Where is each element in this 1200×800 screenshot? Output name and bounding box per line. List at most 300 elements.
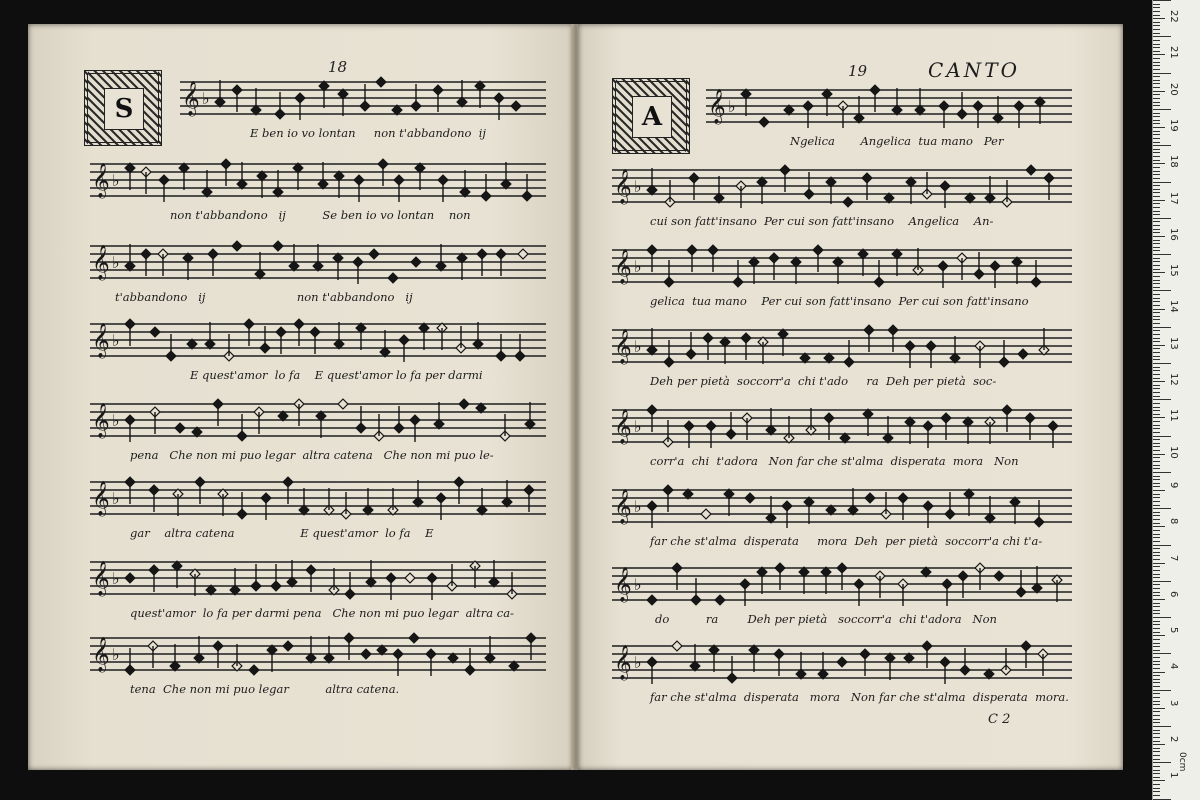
note-icon [459,399,469,409]
ruler-tick [1153,73,1171,74]
ruler-tick [1153,443,1160,444]
note-icon [338,399,348,409]
ruler-tick [1153,236,1165,237]
ruler-tick [1153,171,1160,172]
ruler-tick [1153,58,1160,59]
ruler-tick [1153,646,1160,647]
ruler-tick [1153,163,1165,164]
ruler-tick [1153,682,1160,683]
ruler-tick [1153,534,1160,535]
ruler-tick [1153,189,1160,190]
ruler-tick [1153,733,1160,734]
clef-icon: 𝄞 [614,169,632,204]
ruler-tick [1153,621,1160,622]
ruler-tick [1153,693,1160,694]
ruler-tick [1153,784,1160,785]
flat-sign-icon: ♭ [112,645,120,664]
ruler-number: 19 [1168,118,1179,132]
note-icon [963,417,973,444]
note-icon [993,96,1003,123]
ruler-tick [1153,497,1160,498]
note-icon [329,568,339,595]
note-icon [434,402,444,429]
music-staff [612,164,1072,208]
ruler-tick [1153,766,1160,767]
clef-icon: 𝄞 [92,245,110,280]
note-icon [283,641,293,651]
ruler-tick [1153,185,1160,186]
ruler-number: 7 [1168,554,1179,561]
ruler-tick [1153,18,1165,19]
music-staff [90,158,546,202]
ruler-tick [1153,643,1160,644]
ruler-tick [1153,174,1160,175]
ruler-tick [1153,243,1160,244]
ruler-tick [1153,537,1160,538]
ruler-tick [1153,319,1160,320]
ruler-tick [1153,240,1160,241]
flat-sign-icon: ♭ [634,257,642,276]
ruler-tick [1153,759,1160,760]
ruler-number: 17 [1168,191,1179,205]
note-icon [267,645,277,672]
note-icon [822,89,832,116]
note-icon [833,257,843,284]
ruler-tick [1153,94,1160,95]
signature-mark: C 2 [988,712,1011,727]
ruler-unit-label: 0cm [1177,752,1187,772]
music-staff [90,632,546,676]
ruler-tick [1153,512,1160,513]
ruler-tick [1153,450,1160,451]
note-icon [338,89,348,116]
ruler-tick [1153,134,1160,135]
note-icon [758,337,768,364]
note-icon [409,633,419,643]
ruler-tick [1153,367,1160,368]
ruler-tick [1153,639,1160,640]
flat-sign-icon: ♭ [634,337,642,356]
note-icon [1052,575,1062,602]
ruler-tick [1153,545,1171,546]
lyrics-line: E ben io vo lontan non t'abbandono ij [250,126,486,140]
note-icon [1026,165,1036,175]
ruler-tick [1153,370,1160,371]
music-staff [90,476,546,520]
ruler-tick [1153,530,1160,531]
ruler-tick [1153,661,1160,662]
ruler-tick [1153,566,1160,567]
note-icon [415,163,425,190]
ruler-tick [1153,708,1165,709]
ruler-tick [1153,414,1160,415]
ruler-tick [1153,305,1160,306]
note-icon [380,330,390,357]
note-icon [232,644,242,671]
ruler-tick [1153,381,1165,382]
clef-icon: 𝄞 [614,329,632,364]
ruler-number: 20 [1168,82,1179,96]
ruler-tick [1153,490,1165,491]
music-staff [90,240,546,284]
note-icon [419,323,429,350]
ruler-tick [1153,563,1165,564]
note-icon [405,573,415,583]
ruler-tick [1153,80,1160,81]
flat-sign-icon: ♭ [202,89,210,108]
ruler-tick [1153,298,1160,299]
ruler-tick [1153,280,1160,281]
note-icon [883,416,893,443]
note-icon [865,493,875,503]
ruler-number: 3 [1168,699,1179,707]
ruler-tick [1153,196,1160,197]
ruler-tick [1153,214,1160,215]
note-icon [457,253,467,280]
note-icon [318,162,328,189]
note-icon [237,162,247,189]
ruler-tick [1153,54,1165,55]
ruler-tick [1153,592,1160,593]
ruler-number: 11 [1168,409,1179,423]
music-staff [612,244,1072,288]
ruler-tick [1153,323,1160,324]
note-icon [915,88,925,115]
ruler-tick [1153,142,1160,143]
note-icon [757,177,767,204]
ruler-tick [1153,588,1160,589]
ruler-tick [1153,36,1171,37]
clef-icon: 𝄞 [92,403,110,438]
ruler-tick [1153,229,1160,230]
ruler-tick [1153,403,1160,404]
lyrics-line: do ra Deh per pietà soccorr'a chi t'adora Non [655,612,997,626]
music-staff [90,556,546,600]
music-staff [612,640,1072,684]
note-icon [791,257,801,284]
ruler-tick [1153,91,1165,92]
ruler-tick [1153,454,1165,455]
ruler-tick [1153,505,1160,506]
note-icon [892,249,902,276]
note-icon [741,89,751,116]
note-icon [701,509,711,519]
ruler-tick [1153,770,1160,771]
clef-icon: 𝄞 [614,249,632,284]
ruler-tick [1153,51,1160,52]
note-icon [255,252,265,279]
ruler-tick [1153,726,1171,727]
ruler-tick [1153,486,1160,487]
ruler-tick [1153,7,1160,8]
note-icon [170,644,180,671]
ruler-tick [1153,777,1160,778]
ruler-tick [1153,334,1160,335]
music-staff [612,484,1072,528]
ruler-tick [1153,690,1171,691]
note-icon [313,244,323,271]
ruler-tick [1153,200,1165,201]
note-icon [363,488,373,515]
ruler-tick [1153,479,1160,480]
ruler-tick [1153,744,1165,745]
ruler-tick [1153,385,1160,386]
note-icon [1010,497,1020,524]
ruler-tick [1153,584,1160,585]
ruler-tick [1153,417,1165,418]
flat-sign-icon: ♭ [112,331,120,350]
note-icon [843,197,853,207]
ruler-tick [1153,388,1160,389]
ruler-tick [1153,552,1160,553]
right-initial-letter: A [632,96,672,138]
ruler-tick [1153,265,1160,266]
ruler-tick [1153,439,1160,440]
note-icon [306,636,316,663]
ruler-tick [1153,715,1160,716]
ruler-tick [1153,105,1160,106]
ruler-tick [1153,123,1160,124]
ruler-tick [1153,356,1160,357]
music-staff [612,404,1072,448]
clef-icon: 𝄞 [708,89,726,124]
ruler-tick [1153,312,1160,313]
ruler-tick [1153,741,1160,742]
note-icon [757,567,767,594]
flat-sign-icon: ♭ [112,253,120,272]
note-icon [647,328,657,355]
note-icon [1018,349,1028,359]
ruler-tick [1153,4,1160,5]
note-icon [905,417,915,444]
ruler-tick [1153,378,1160,379]
ruler-tick [1153,341,1160,342]
ruler-tick [1153,287,1160,288]
ruler-tick [1153,338,1160,339]
note-icon [489,560,499,587]
ruler-tick [1153,722,1160,723]
ruler-number: 5 [1168,627,1179,634]
ruler-tick [1153,352,1160,353]
ruler-number: 10 [1168,445,1179,459]
flat-sign-icon: ♭ [634,653,642,672]
lyrics-line: far che st'alma disperata mora Non far che st'alma disperata mora. [650,690,1069,704]
music-staff [180,76,546,120]
note-icon [511,101,521,111]
left-decorated-initial [84,70,162,146]
ruler-tick [1153,22,1160,23]
ruler-tick [1153,11,1160,12]
ruler-tick [1153,788,1160,789]
ruler-tick [1153,697,1160,698]
ruler-tick [1153,15,1160,16]
note-icon [766,408,776,435]
ruler-tick [1153,635,1165,636]
ruler-tick [1153,327,1171,328]
ruler-tick [1153,548,1160,549]
note-icon [324,636,334,663]
ruler-tick [1153,167,1160,168]
ruler-tick [1153,396,1160,397]
ruler-number: 12 [1168,373,1179,386]
left-page-number: 18 [328,58,348,76]
note-icon [194,636,204,663]
ruler-tick [1153,686,1160,687]
flat-sign-icon: ♭ [112,171,120,190]
note-icon [205,322,215,349]
ruler-number: 6 [1168,590,1179,598]
ruler-tick [1153,672,1165,673]
ruler-tick [1153,225,1160,226]
ruler-tick [1153,574,1160,575]
ruler-tick [1153,704,1160,705]
ruler-tick [1153,476,1160,477]
note-icon [854,96,864,123]
note-icon [821,567,831,594]
note-icon [356,323,366,350]
clef-icon: 𝄞 [182,81,200,116]
note-icon [175,423,185,433]
note-icon [436,244,446,271]
note-icon [273,170,283,197]
music-staff [612,562,1072,606]
ruler-tick [1153,483,1160,484]
note-icon [319,81,329,108]
ruler-tick [1153,83,1160,84]
ruler-tick [1153,701,1160,702]
note-icon [985,417,995,444]
clef-icon: 𝄞 [614,645,632,680]
ruler-tick [1153,799,1171,800]
note-icon [125,244,135,271]
ruler-tick [1153,523,1160,524]
ruler-tick [1153,87,1160,88]
ruler-number: 16 [1168,227,1179,241]
ruler-tick [1153,309,1165,310]
ruler-tick [1153,203,1160,204]
ruler-number: 15 [1168,264,1179,277]
music-staff [90,318,546,362]
note-icon [257,171,267,198]
ruler-tick [1153,131,1160,132]
lyrics-line: gelica tua mano Per cui son fatt'insano Per cui son fatt'insano [650,294,1029,308]
note-icon [1035,97,1045,124]
note-icon [724,489,734,516]
ruler-tick [1153,679,1160,680]
clef-icon: 𝄞 [614,409,632,444]
note-icon [749,257,759,284]
ruler-number: 21 [1168,46,1179,60]
ruler-tick [1153,515,1160,516]
note-icon [759,117,769,127]
ruler-tick [1153,599,1165,600]
note-icon [804,497,814,524]
ruler-tick [1153,250,1160,251]
ruler-tick [1153,632,1160,633]
note-icon [172,561,182,588]
ruler-tick [1153,613,1160,614]
lyrics-line: cui son fatt'insano Per cui son fatt'insano Angelica An- [650,214,994,228]
note-icon [388,488,398,515]
ruler-tick [1153,33,1160,34]
running-head: CANTO [928,58,1020,82]
ruler-number: 13 [1168,336,1179,350]
note-icon [411,257,421,267]
clef-icon: 𝄞 [614,489,632,524]
ruler-tick [1153,436,1171,437]
note-icon [745,493,755,503]
ruler-tick [1153,156,1160,157]
note-icon [766,496,776,523]
note-icon [796,652,806,679]
ruler-tick [1153,526,1165,527]
ruler-number: 4 [1168,663,1179,670]
note-icon [1032,566,1042,593]
note-icon [190,569,200,596]
ruler-number: 8 [1168,518,1179,525]
flat-sign-icon: ♭ [634,497,642,516]
note-icon [475,81,485,108]
ruler-tick [1153,748,1160,749]
ruler-tick [1153,461,1160,462]
note-icon [525,402,535,429]
ruler-tick [1153,668,1160,669]
clef-icon: 𝄞 [92,561,110,596]
ruler-tick [1153,603,1160,604]
ruler-tick [1153,421,1160,422]
right-decorated-initial [612,78,690,154]
note-icon [202,170,212,197]
ruler-tick [1153,653,1171,654]
ruler-tick [1153,301,1160,302]
ruler-tick [1153,182,1171,183]
lyrics-line: non t'abbandono ij Se ben io vo lontan non [170,208,471,222]
lyrics-line: corr'a chi t'adora Non far che st'alma disperata mora Non [650,454,1019,468]
ruler-tick [1153,178,1160,179]
ruler-tick [1153,272,1165,273]
note-icon [183,253,193,280]
ruler-tick [1153,359,1160,360]
ruler-tick [1153,218,1171,219]
ruler-tick [1153,145,1171,146]
ruler-tick [1153,581,1171,582]
ruler-tick [1153,610,1160,611]
ruler-tick [1153,160,1160,161]
note-icon [366,560,376,587]
ruler-tick [1153,374,1160,375]
ruler-tick [1153,294,1160,295]
ruler-tick [1153,410,1160,411]
ruler-tick [1153,755,1160,756]
ruler-tick [1153,773,1160,774]
note-icon [647,168,657,195]
ruler-tick [1153,650,1160,651]
ruler-tick [1153,345,1165,346]
note-icon [892,88,902,115]
ruler-tick [1153,290,1171,291]
ruler-tick [1153,113,1160,114]
note-icon [388,273,398,283]
ruler-tick [1153,624,1160,625]
ruler-tick [1153,269,1160,270]
ruler-tick [1153,76,1160,77]
ruler-tick [1153,559,1160,560]
note-icon [324,488,334,515]
note-icon [848,488,858,515]
note-icon [249,665,259,675]
ruler-tick [1153,109,1171,110]
ruler-tick [1153,472,1171,473]
